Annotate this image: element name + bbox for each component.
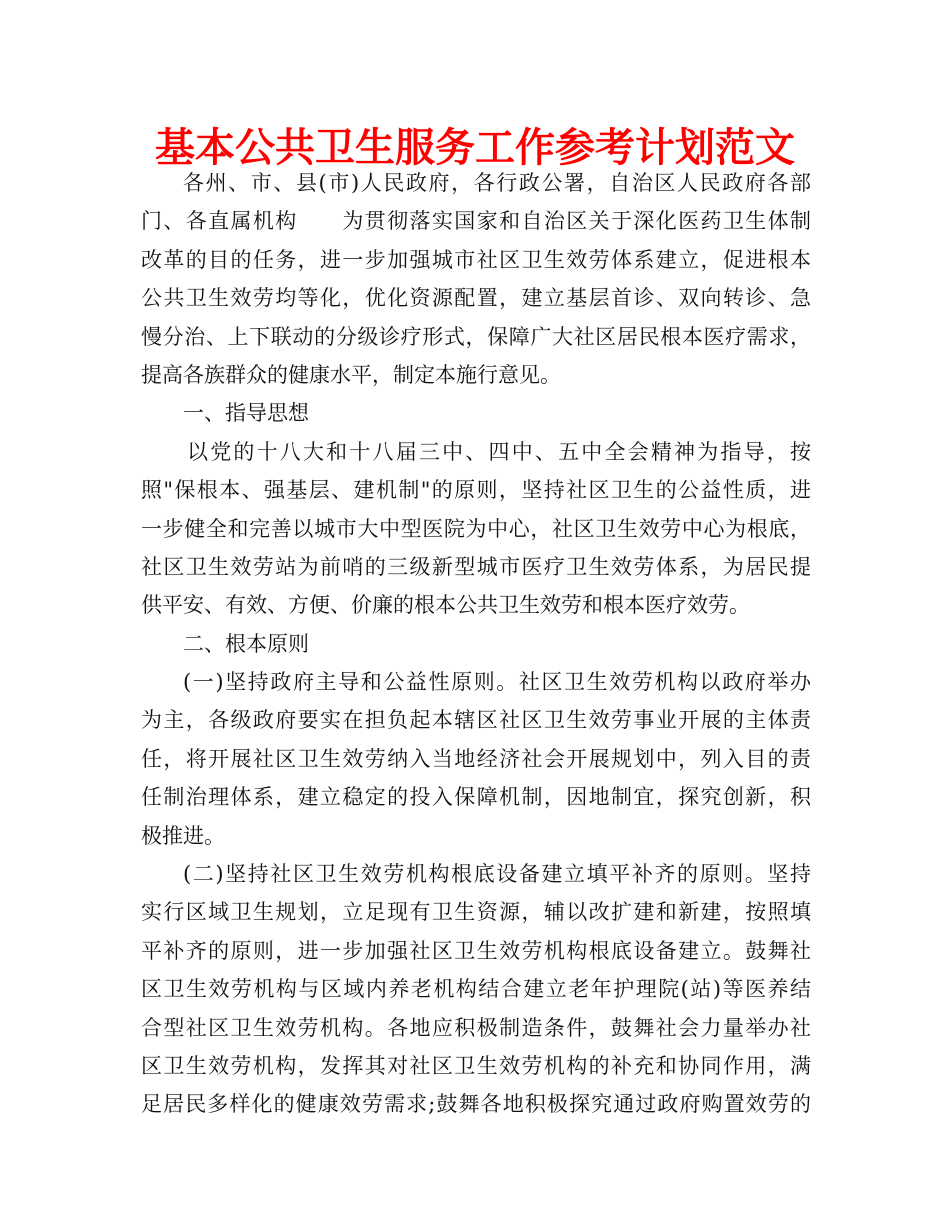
text-line: 为主，各级政府要实在担负起本辖区社区卫生效劳事业开展的主体责: [141, 708, 811, 733]
text-line: 任，将开展社区卫生效劳纳入当地经济社会开展规划中，列入目的责: [141, 746, 811, 771]
text-line: (二)坚持社区卫生效劳机构根底设备建立填平补齐的原则。坚持: [183, 862, 811, 887]
text-line: 提高各族群众的健康水平，制定本施行意见。: [141, 362, 561, 387]
document-title: 基本公共卫生服务工作参考计划范文: [155, 125, 795, 171]
text-line: 社区卫生效劳站为前哨的三级新型城市医疗卫生效劳体系，为居民提: [141, 554, 811, 579]
text-line: 区卫生效劳机构与区域内养老机构结合建立老年护理院(站)等医养结: [141, 977, 811, 1002]
text-line: 慢分治、上下联动的分级诊疗形式，保障广大社区居民根本医疗需求，: [141, 324, 811, 349]
document-body: [141, 164, 811, 1124]
text-line: 公共卫生效劳均等化，优化资源配置，建立基层首诊、双向转诊、急: [141, 286, 811, 311]
text-line: 任制治理体系，建立稳定的投入保障机制，因地制宜，探究创新，积: [141, 785, 811, 810]
text-line: 实行区域卫生规划，立足现有卫生资源，辅以改扩建和新建，按照填: [141, 900, 811, 925]
text-line: 合型社区卫生效劳机构。各地应积极制造条件，鼓舞社会力量举办社: [141, 1015, 811, 1040]
text-line: 区卫生效劳机构，发挥其对社区卫生效劳机构的补充和协同作用，满: [141, 1053, 811, 1078]
text-line: 极推进。: [141, 823, 225, 848]
text-line: (一)坚持政府主导和公益性原则。社区卫生效劳机构以政府举办: [183, 670, 811, 695]
text-line: 平补齐的原则，进一步加强社区卫生效劳机构根底设备建立。鼓舞社: [141, 938, 811, 963]
text-line: 供平安、有效、方便、价廉的根本公共卫生效劳和根本医疗效劳。: [141, 593, 750, 618]
text-line: 各州、市、县(市)人民政府，各行政公署，自治区人民政府各部: [183, 171, 811, 195]
text-line: 门、各直属机构 为贯彻落实国家和自治区关于深化医药卫生体制: [141, 209, 811, 234]
section-heading: 一、指导思想: [183, 401, 309, 426]
text-line: 一步健全和完善以城市大中型医院为中心，社区卫生效劳中心为根底，: [141, 516, 811, 541]
section-heading: 二、根本原则: [183, 631, 309, 656]
text-line: 照"保根本、强基层、建机制"的原则，坚持社区卫生的公益性质，进: [141, 478, 811, 503]
text-line: 以党的十八大和十八届三中、四中、五中全会精神为指导，按: [187, 439, 811, 464]
text-line: 足居民多样化的健康效劳需求;鼓舞各地积极探究通过政府购置效劳的: [141, 1092, 811, 1117]
text-line: 改革的目的任务，进一步加强城市社区卫生效劳体系建立，促进根本: [141, 247, 811, 272]
